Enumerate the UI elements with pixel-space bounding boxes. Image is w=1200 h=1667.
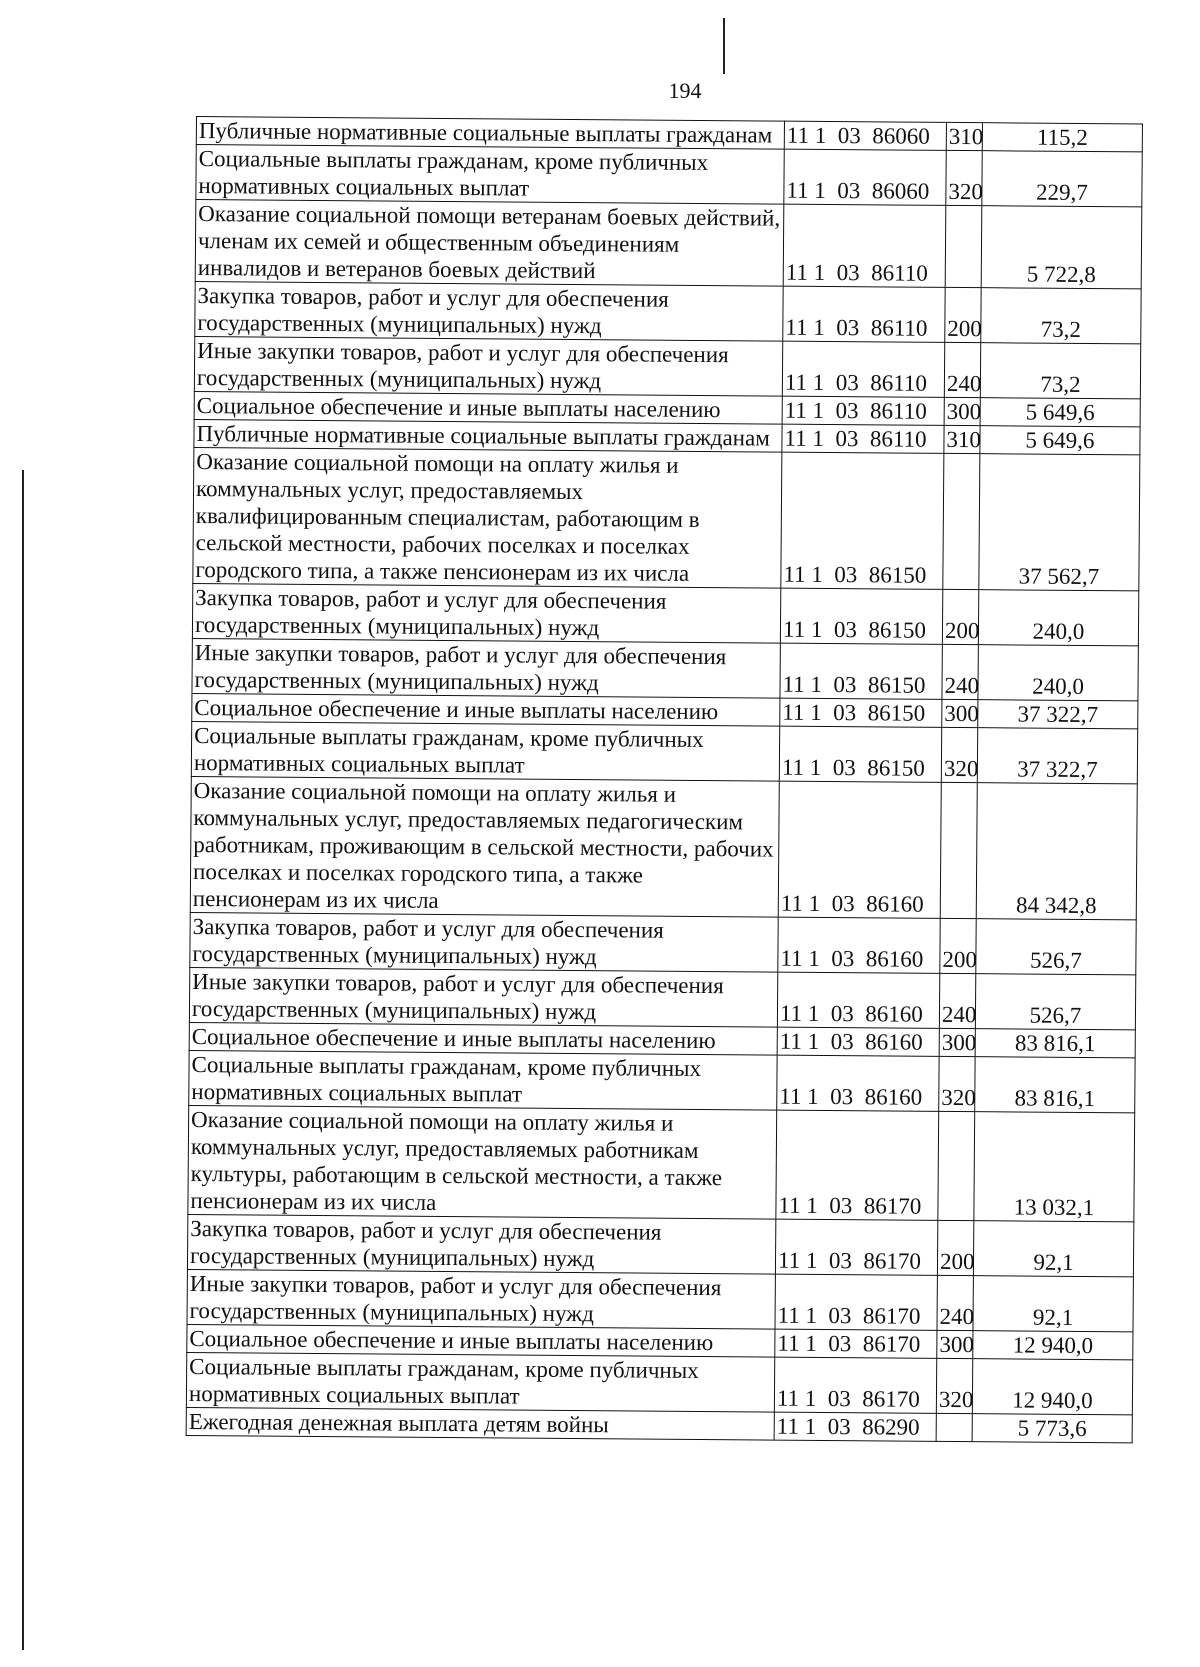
row-expense-type xyxy=(936,1413,972,1441)
row-amount: 115,2 xyxy=(982,123,1142,152)
row-expense-type: 240 xyxy=(944,342,980,397)
row-description: Публичные нормативные социальные выплаты гражданам xyxy=(196,117,784,150)
row-description: Закупка товаров, работ и услуг для обеспечения государственных (муниципальных) нужд xyxy=(187,1214,775,1274)
table-row xyxy=(193,447,1140,590)
row-amount: 12 940,0 xyxy=(972,1359,1132,1415)
row-amount: 240,0 xyxy=(978,645,1138,701)
row-amount: 73,2 xyxy=(981,288,1141,344)
page-number: 194 xyxy=(668,78,702,103)
row-expense-type: 300 xyxy=(937,1330,973,1358)
row-expense-type: 240 xyxy=(942,644,978,699)
row-description: Оказание социальной помощи ветеранам боевых действий, членам их семей и общественным объединениям инвалидов и ветеранов боевых действий xyxy=(195,200,784,287)
table-row xyxy=(188,1105,1135,1221)
row-amount: 5 722,8 xyxy=(981,206,1142,289)
row-amount: 13 032,1 xyxy=(974,1112,1135,1222)
row-amount: 5 773,6 xyxy=(972,1414,1132,1443)
row-description: Закупка товаров, работ и услуг для обеспечения государственных (муниципальных) нужд xyxy=(195,281,783,341)
row-code: 11 1 03 86110 xyxy=(783,286,945,342)
row-description: Оказание социальной помощи на оплату жилья и коммунальных услуг, предоставляемых квалифицированным специалистам, работающим в сельской местности, рабочих поселках и поселках городского типа, а также пенсионерам из их числа xyxy=(193,447,782,588)
table-row xyxy=(187,1214,1133,1276)
row-amount: 37 562,7 xyxy=(979,454,1140,591)
row-description: Социальное обеспечение и иные выплаты населению xyxy=(192,693,780,726)
row-code: 11 1 03 86170 xyxy=(775,1219,937,1275)
row-expense-type: 240 xyxy=(939,973,975,1028)
row-description: Иные закупки товаров, работ и услуг для обеспечения государственных (муниципальных) нужд xyxy=(187,1269,775,1329)
row-expense-type: 320 xyxy=(939,1056,975,1111)
row-description: Публичные нормативные социальные выплаты гражданам xyxy=(194,419,782,452)
row-expense-type: 200 xyxy=(940,918,976,973)
row-code: 11 1 03 86170 xyxy=(775,1329,937,1358)
row-expense-type: 300 xyxy=(944,397,980,425)
row-expense-type xyxy=(940,782,977,918)
table-row xyxy=(186,1352,1132,1414)
budget-table xyxy=(186,116,1143,1443)
row-expense-type: 320 xyxy=(946,150,982,205)
row-code: 11 1 03 86110 xyxy=(783,204,946,287)
scan-left-edge-line xyxy=(22,470,24,1650)
row-expense-type: 240 xyxy=(937,1275,973,1330)
row-expense-type xyxy=(943,453,980,589)
row-amount: 83 816,1 xyxy=(975,1057,1135,1113)
row-code: 11 1 03 86160 xyxy=(777,1027,939,1056)
row-amount: 37 322,7 xyxy=(978,700,1138,729)
row-description: Оказание социальной помощи на оплату жилья и коммунальных услуг, предоставляемых работникам культуры, работающим в сельской местности, а также пенсионерам из их числа xyxy=(188,1105,777,1219)
table-row xyxy=(187,1269,1133,1331)
row-amount: 73,2 xyxy=(980,343,1140,399)
row-amount: 240,0 xyxy=(978,590,1138,646)
row-amount: 229,7 xyxy=(982,151,1142,207)
row-code: 11 1 03 86150 xyxy=(780,698,942,727)
row-amount: 84 342,8 xyxy=(976,783,1137,920)
row-description: Иные закупки товаров, работ и услуг для обеспечения государственных (муниципальных) нужд xyxy=(189,967,777,1027)
row-amount: 92,1 xyxy=(973,1221,1133,1277)
row-code: 11 1 03 86170 xyxy=(776,1110,939,1220)
row-code: 11 1 03 86110 xyxy=(782,396,944,425)
row-amount: 37 322,7 xyxy=(977,728,1137,784)
row-description: Закупка товаров, работ и услуг для обеспечения государственных (муниципальных) нужд xyxy=(192,583,780,643)
row-expense-type: 200 xyxy=(937,1220,973,1275)
row-description: Закупка товаров, работ и услуг для обеспечения государственных (муниципальных) нужд xyxy=(190,912,778,972)
row-code: 11 1 03 86060 xyxy=(784,121,946,150)
row-description: Социальное обеспечение и иные выплаты населению xyxy=(194,391,782,424)
row-code: 11 1 03 86170 xyxy=(774,1357,936,1413)
row-code: 11 1 03 86110 xyxy=(782,341,944,397)
table-row xyxy=(191,721,1137,783)
row-code: 11 1 03 86060 xyxy=(784,149,946,205)
table-row xyxy=(194,336,1140,398)
row-description: Социальные выплаты гражданам, кроме публичных нормативных социальных выплат xyxy=(196,145,784,205)
row-amount: 92,1 xyxy=(973,1276,1133,1332)
row-code: 11 1 03 86160 xyxy=(777,972,939,1028)
row-code: 11 1 03 86150 xyxy=(779,726,941,782)
row-code: 11 1 03 86290 xyxy=(774,1412,936,1441)
row-code: 11 1 03 86110 xyxy=(782,424,944,453)
row-description: Социальное обеспечение и иные выплаты населению xyxy=(187,1324,775,1357)
row-description: Социальные выплаты гражданам, кроме публичных нормативных социальных выплат xyxy=(189,1050,777,1110)
budget-table-body xyxy=(186,117,1142,1443)
row-code: 11 1 03 86160 xyxy=(778,917,940,973)
row-amount: 12 940,0 xyxy=(973,1331,1133,1360)
row-expense-type: 200 xyxy=(945,287,981,342)
row-description: Ежегодная денежная выплата детям войны xyxy=(186,1407,774,1440)
row-amount: 83 816,1 xyxy=(975,1029,1135,1058)
table-row xyxy=(195,200,1142,289)
row-description: Социальные выплаты гражданам, кроме публичных нормативных социальных выплат xyxy=(186,1352,774,1412)
row-code: 11 1 03 86150 xyxy=(780,643,942,699)
row-expense-type: 300 xyxy=(939,1028,975,1056)
row-expense-type xyxy=(945,205,982,287)
row-expense-type: 200 xyxy=(942,589,978,644)
table-row xyxy=(189,1050,1135,1112)
row-expense-type xyxy=(938,1111,975,1220)
scan-top-mark xyxy=(723,18,725,74)
table-row xyxy=(192,638,1138,700)
row-description: Иные закупки товаров, работ и услуг для обеспечения государственных (муниципальных) нужд xyxy=(192,638,780,698)
row-expense-type: 320 xyxy=(941,727,977,782)
row-amount: 5 649,6 xyxy=(980,426,1140,455)
table-row xyxy=(190,776,1137,919)
row-code: 11 1 03 86150 xyxy=(781,452,944,589)
row-description: Социальное обеспечение и иные выплаты населению xyxy=(189,1022,777,1055)
row-description: Оказание социальной помощи на оплату жилья и коммунальных услуг, предоставляемых педагогическим работникам, проживающим в сельской местности, рабочих поселках и поселках городского типа, а также пенсионерам из их числа xyxy=(190,776,779,917)
table-row xyxy=(196,145,1142,207)
table-row xyxy=(192,583,1138,645)
row-amount: 526,7 xyxy=(976,919,1136,975)
row-expense-type: 300 xyxy=(942,699,978,727)
row-amount: 526,7 xyxy=(975,974,1135,1030)
row-amount: 5 649,6 xyxy=(980,398,1140,427)
row-code: 11 1 03 86150 xyxy=(780,588,942,644)
row-expense-type: 310 xyxy=(946,122,982,150)
row-expense-type: 310 xyxy=(944,425,980,453)
row-description: Социальные выплаты гражданам, кроме публичных нормативных социальных выплат xyxy=(191,721,779,781)
table-row xyxy=(189,967,1135,1029)
row-code: 11 1 03 86160 xyxy=(778,781,941,918)
table-row xyxy=(195,281,1141,343)
row-code: 11 1 03 86170 xyxy=(775,1274,937,1330)
table-row xyxy=(190,912,1136,974)
row-description: Иные закупки товаров, работ и услуг для обеспечения государственных (муниципальных) нужд xyxy=(194,336,782,396)
row-code: 11 1 03 86160 xyxy=(777,1055,939,1111)
row-expense-type: 320 xyxy=(936,1358,972,1413)
